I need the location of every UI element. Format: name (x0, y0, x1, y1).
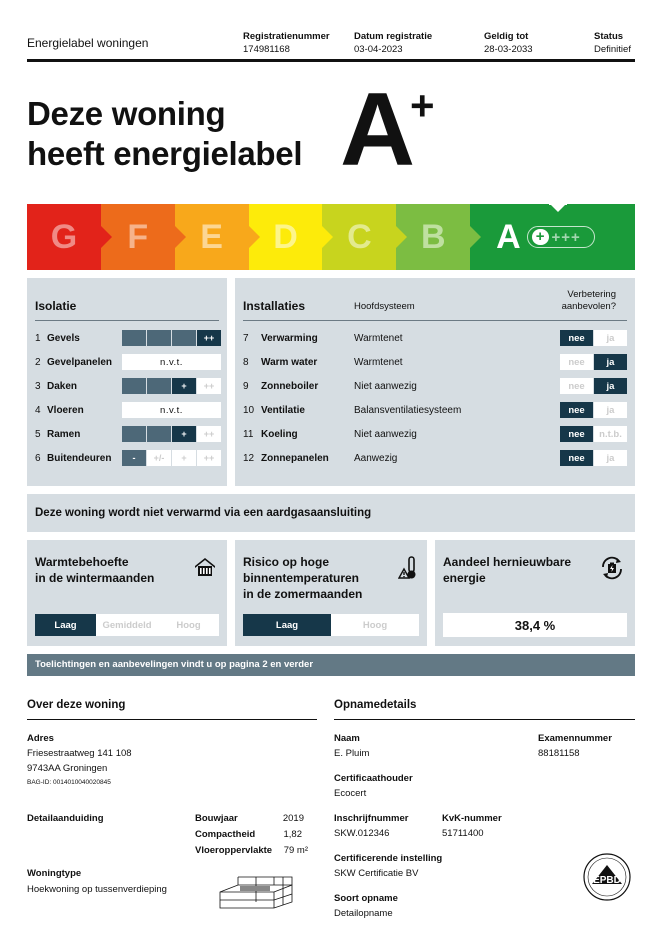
detail-label: Detailaanduiding (27, 813, 104, 824)
warmtebehoefte-scale (35, 614, 219, 636)
energy-segment-a (470, 204, 635, 270)
energy-segment-letter: F (127, 217, 149, 256)
rating-cell: ++ (197, 426, 221, 442)
house-heat-icon (193, 555, 217, 579)
cert-value: Ecocert (334, 788, 367, 799)
over-title: Over deze woning (27, 699, 126, 711)
segment-chevron (249, 226, 260, 248)
opname-title: Opnamedetails (334, 699, 417, 711)
rating-cell (122, 330, 146, 346)
row-number: 9 (243, 380, 249, 392)
rating-cell: ++ (197, 330, 221, 346)
rating-cell: + (172, 426, 196, 442)
inschrijf-value: SKW.012346 (334, 828, 390, 839)
row-system: Niet aanwezig (354, 380, 417, 392)
improvement-toggle (560, 426, 627, 442)
row-name: Ventilatie (261, 404, 305, 416)
row-name: Gevelpanelen (47, 356, 113, 368)
headline: Deze woning heeft energielabel (27, 95, 303, 172)
compactheid-label: Compactheid (195, 829, 256, 840)
segment-chevron (322, 226, 333, 248)
epbd-logo-text: EPBD (593, 875, 621, 886)
toggle-ja: ja (594, 354, 627, 370)
installatie-row (243, 378, 318, 394)
header-field-datum: Datum registratie 03-04-2023 (354, 31, 433, 55)
row-name: Verwarming (261, 332, 318, 344)
naam-label: Naam (334, 733, 360, 744)
instelling-label: Certificerende instelling (334, 853, 443, 864)
isolatie-rating (122, 378, 221, 394)
cert-label: Certificaathouder (334, 773, 413, 784)
isolatie-title: Isolatie (35, 299, 77, 313)
header-field-status: Status Definitief (594, 31, 631, 55)
isolatie-row (35, 330, 80, 346)
rating-cell (147, 426, 171, 442)
energy-segment-d (249, 204, 323, 270)
toggle-ja: ja (594, 450, 627, 466)
row-number: 11 (243, 428, 254, 440)
vloer-label: Vloeroppervlakte (195, 845, 273, 856)
isolatie-row (35, 378, 77, 394)
building-diagram-icon (218, 872, 296, 910)
energy-segment-f (101, 204, 175, 270)
segment-chevron (470, 226, 481, 248)
row-number: 6 (35, 452, 41, 464)
rating-cell (147, 378, 171, 394)
a-plus-rest: +++ (551, 228, 581, 246)
energy-segment-letter: C (347, 217, 372, 256)
row-name: Zonneboiler (261, 380, 319, 392)
installatie-row (243, 402, 305, 418)
row-name: Warm water (261, 356, 318, 368)
row-name: Zonnepanelen (261, 452, 329, 464)
header-rule (27, 59, 635, 62)
row-system: Warmtenet (354, 356, 403, 368)
woningtype-value: Hoekwoning op tussenverdieping (27, 884, 167, 895)
rating-cell: + (172, 378, 196, 394)
thermometer-warning-icon (398, 555, 420, 581)
epbd-logo (582, 852, 632, 902)
toggle-nee: nee (560, 450, 593, 466)
inschrijf-label: Inschrijfnummer (334, 813, 409, 824)
row-number: 5 (35, 428, 41, 440)
row-name: Koeling (261, 428, 298, 440)
installatie-row (243, 450, 329, 466)
isolatie-rating (122, 426, 221, 442)
scale-option: Laag (35, 614, 96, 636)
scale-option: Gemiddeld (96, 614, 158, 636)
kvk-label: KvK-nummer (442, 813, 502, 824)
improvement-toggle (560, 330, 627, 346)
energy-segment-e (175, 204, 249, 270)
header-field-geldig: Geldig tot 28-03-2033 (484, 31, 533, 55)
instelling-value: SKW Certificatie BV (334, 868, 419, 879)
toggle-ja: ja (594, 402, 627, 418)
examen-label: Examennummer (538, 733, 612, 744)
a-plus-pill (527, 226, 595, 248)
row-system: Warmtenet (354, 332, 403, 344)
row-number: 3 (35, 380, 41, 392)
row-system: Aanwezig (354, 452, 398, 464)
energy-segment-letter: G (50, 217, 78, 256)
scale-option: Hoog (158, 614, 219, 636)
toggle-ja: n.t.b. (594, 426, 627, 442)
energy-segment-letter: A (496, 217, 521, 256)
isolatie-rating (122, 354, 221, 370)
energy-segment-letter: B (420, 217, 446, 256)
installatie-row (243, 426, 298, 442)
improvement-toggle (560, 402, 627, 418)
toggle-nee: nee (560, 402, 593, 418)
isolatie-rating (122, 402, 221, 418)
energy-scale-bar (27, 204, 635, 270)
naam-value: E. Pluim (334, 748, 370, 759)
toggle-ja: ja (594, 378, 627, 394)
rating-cell (147, 330, 171, 346)
row-number: 10 (243, 404, 255, 416)
rating-cell: ++ (197, 378, 221, 394)
row-number: 12 (243, 452, 255, 464)
over-rule (27, 719, 317, 720)
rating-cell: +/- (147, 450, 171, 466)
isolatie-rating (122, 450, 221, 466)
installatie-row (243, 354, 317, 370)
energy-segment-letter: E (200, 217, 223, 256)
energy-segment-c (322, 204, 396, 270)
energy-label-letter: A (340, 72, 414, 188)
isolatie-row (35, 354, 112, 370)
improvement-toggle (560, 354, 627, 370)
installaties-title: Installaties (243, 299, 306, 313)
rating-cell (122, 426, 146, 442)
toggle-ja: ja (594, 330, 627, 346)
segment-chevron (396, 226, 407, 248)
row-name: Buitendeuren (47, 452, 112, 464)
toggle-nee: nee (560, 378, 593, 394)
rating-cell (172, 330, 196, 346)
info-banner: Toelichtingen en aanbevelingen vindt u op pagina 2 en verder (27, 654, 635, 676)
scale-option: Hoog (331, 614, 419, 636)
opname-rule (334, 719, 635, 720)
isolatie-row (35, 402, 84, 418)
installatie-row (243, 330, 318, 346)
bouwjaar-label: Bouwjaar (195, 813, 238, 824)
installaties-rule (243, 320, 627, 321)
energy-segment-b (396, 204, 470, 270)
warmtebehoefte-title: Warmtebehoefte in de wintermaanden (35, 555, 155, 585)
segment-chevron (101, 226, 112, 248)
gas-notice-text: Deze woning wordt niet verwarmd via een aardgasaansluiting (35, 507, 372, 519)
energy-segment-letter: D (273, 217, 298, 256)
soort-label: Soort opname (334, 893, 398, 904)
isolatie-rating (122, 330, 221, 346)
a-plus-filled: + (532, 229, 550, 245)
rating-cell: + (172, 450, 196, 466)
row-number: 1 (35, 332, 41, 344)
rating-nvt: n.v.t. (122, 354, 221, 370)
hernieuwbaar-title: Aandeel hernieuwbare energie (443, 555, 572, 585)
vloer-value: 79 m² (283, 845, 308, 856)
compactheid-value: 1,82 (283, 829, 302, 840)
isolatie-row (35, 426, 80, 442)
row-number: 4 (35, 404, 41, 416)
rating-cell: ++ (197, 450, 221, 466)
adres-line-2: 9743AA Groningen (27, 763, 108, 774)
document-title: Energielabel woningen (27, 36, 149, 50)
rating-cell (122, 378, 146, 394)
bouwjaar-value: 2019 (282, 813, 304, 824)
header-field-registratienummer: Registratienummer 174981168 (243, 31, 330, 55)
woningtype-label: Woningtype (27, 868, 82, 879)
adres-line-1: Friesestraatweg 141 108 (27, 748, 132, 759)
isolatie-rule (35, 320, 219, 321)
risico-scale (243, 614, 419, 636)
energy-label-plus: + (410, 82, 435, 129)
energy-segment-g (27, 204, 101, 270)
segment-chevron (175, 226, 186, 248)
rating-cell: - (122, 450, 146, 466)
scale-option: Laag (243, 614, 331, 636)
rating-nvt: n.v.t. (122, 402, 221, 418)
hoofdsysteem-header: Hoofdsysteem (354, 301, 415, 312)
risico-title: Risico op hoge binnentemperaturen in de zomermaanden (243, 555, 363, 601)
renewable-energy-icon (599, 555, 625, 581)
improvement-toggle (560, 450, 627, 466)
bag-id: BAG-ID: 0014010040020845 (27, 779, 111, 786)
row-number: 8 (243, 356, 249, 368)
verbetering-header: Verbetering aanbevolen? (561, 289, 616, 312)
toggle-nee: nee (560, 354, 593, 370)
row-number: 2 (35, 356, 41, 368)
isolatie-row (35, 450, 111, 466)
row-name: Daken (47, 380, 78, 392)
row-system: Niet aanwezig (354, 428, 417, 440)
row-name: Vloeren (47, 404, 84, 416)
toggle-nee: nee (560, 330, 593, 346)
kvk-value: 51711400 (442, 828, 484, 839)
row-name: Gevels (47, 332, 80, 344)
examen-value: 88181158 (538, 748, 580, 759)
row-number: 7 (243, 332, 249, 344)
hernieuwbaar-value: 38,4 % (443, 613, 627, 637)
soort-value: Detailopname (334, 908, 393, 919)
improvement-toggle (560, 378, 627, 394)
row-system: Balansventilatiesysteem (354, 404, 462, 416)
adres-label: Adres (27, 733, 54, 744)
row-name: Ramen (47, 428, 81, 440)
toggle-nee: nee (560, 426, 593, 442)
scale-marker-icon (550, 204, 566, 212)
